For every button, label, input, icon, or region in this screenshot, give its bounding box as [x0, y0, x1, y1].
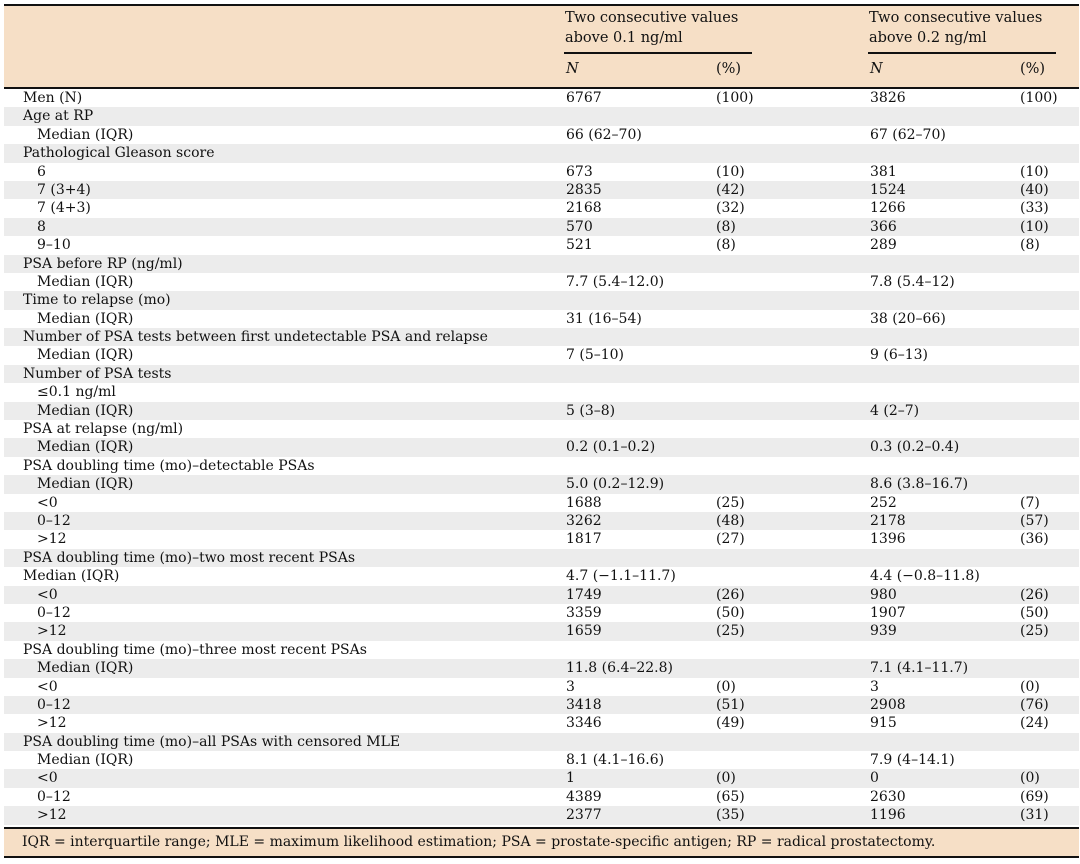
cell-n-0-1: 4389 [566, 788, 602, 805]
cell-pct-0-1: (8) [716, 218, 736, 235]
table-row [4, 402, 1079, 420]
row-label: Median (IQR) [37, 439, 134, 456]
cell-pct-0-2: (57) [1020, 512, 1049, 529]
cell-pct-0-2: (31) [1020, 807, 1049, 824]
cell-n-0-2: 2630 [870, 788, 906, 805]
table-row [4, 622, 1079, 640]
cell-pct-0-2: (8) [1020, 237, 1040, 254]
row-label: 6 [37, 163, 46, 180]
table-row [4, 310, 1079, 328]
table-row [4, 586, 1079, 604]
row-label: Median (IQR) [37, 660, 134, 677]
cell-n-0-1: 1 [566, 770, 575, 787]
table-body [4, 89, 1079, 825]
cell-pct-0-2: (24) [1020, 715, 1049, 732]
cell-n-0-2: 381 [870, 163, 897, 180]
cell-n-0-2: 67 (62–70) [870, 126, 946, 143]
cell-n-0-2: 1266 [870, 200, 906, 217]
table-row [4, 236, 1079, 254]
row-label: 0–12 [37, 512, 71, 529]
row-label: <0 [37, 494, 58, 511]
cell-pct-0-1: (25) [716, 623, 745, 640]
cell-n-0-1: 521 [566, 237, 593, 254]
cell-n-0-2: 252 [870, 494, 897, 511]
table-row [4, 530, 1079, 548]
cell-n-0-1: 66 (62–70) [566, 126, 642, 143]
table-row [4, 163, 1079, 181]
table-row [4, 107, 1079, 125]
table-row [4, 714, 1079, 732]
cell-n-0-1: 3418 [566, 696, 602, 713]
table-row [4, 659, 1079, 677]
row-label: PSA doubling time (mo)–all PSAs with censored MLE [23, 733, 401, 750]
table-row [4, 420, 1079, 438]
cell-pct-0-2: (25) [1020, 623, 1049, 640]
cell-n-0-1: 11.8 (6.4–22.8) [566, 660, 673, 677]
cell-n-0-1: 3262 [566, 512, 602, 529]
cell-n-0-2: 8.6 (3.8–16.7) [870, 476, 969, 493]
cell-n-0-1: 1817 [566, 531, 602, 548]
table-row [4, 769, 1079, 787]
cell-n-0-2: 1396 [870, 531, 906, 548]
cell-n-0-1: 5 (3–8) [566, 402, 616, 419]
table-row [4, 383, 1079, 401]
cell-n-0-2: 366 [870, 218, 897, 235]
cell-n-0-1: 2168 [566, 200, 602, 217]
group-header-0-1-line1: Two consecutive values [565, 10, 739, 26]
cell-n-0-1: 6767 [566, 90, 602, 106]
table-row [4, 365, 1079, 383]
table-row [4, 604, 1079, 622]
table-row [4, 89, 1079, 107]
cell-pct-0-2: (10) [1020, 163, 1049, 180]
cell-pct-0-1: (26) [716, 586, 745, 603]
cell-pct-0-2: (40) [1020, 181, 1049, 198]
footnote-text: IQR = interquartile range; MLE = maximum likelihood estimation; PSA = prostate-specific antigen; RP = radical prostatectomy. [22, 834, 936, 850]
cell-pct-0-1: (10) [716, 163, 745, 180]
cell-pct-0-1: (25) [716, 494, 745, 511]
cell-pct-0-1: (50) [716, 604, 745, 621]
cell-n-0-1: 5.0 (0.2–12.9) [566, 476, 665, 493]
cell-pct-0-2: (26) [1020, 586, 1049, 603]
cell-pct-0-2: (50) [1020, 604, 1049, 621]
row-label: Number of PSA tests [23, 365, 172, 382]
table-row [4, 457, 1079, 475]
cell-n-0-1: 7.7 (5.4–12.0) [566, 273, 665, 290]
cell-n-0-1: 3 [566, 678, 575, 695]
cell-pct-0-2: (100) [1020, 90, 1058, 106]
table-row [4, 475, 1079, 493]
group-underline-2 [868, 52, 1056, 54]
row-label: PSA doubling time (mo)–detectable PSAs [23, 457, 315, 474]
cell-n-0-2: 1524 [870, 181, 906, 198]
table-row [4, 678, 1079, 696]
group-header-0-1-line2: above 0.1 ng/ml [565, 30, 683, 46]
table-row [4, 512, 1079, 530]
cell-n-0-2: 4 (2–7) [870, 402, 920, 419]
table-row [4, 567, 1079, 585]
cell-pct-0-1: (35) [716, 807, 745, 824]
row-label: <0 [37, 586, 58, 603]
group-header-0-2-line2: above 0.2 ng/ml [869, 30, 987, 46]
cell-n-0-1: 7 (5–10) [566, 347, 625, 364]
table-row [4, 218, 1079, 236]
row-label: 0–12 [37, 788, 71, 805]
cell-pct-0-2: (76) [1020, 696, 1049, 713]
row-label: Median (IQR) [37, 476, 134, 493]
cell-pct-0-1: (42) [716, 181, 745, 198]
cell-n-0-2: 38 (20–66) [870, 310, 946, 327]
cell-n-0-2: 939 [870, 623, 897, 640]
cell-pct-0-2: (69) [1020, 788, 1049, 805]
cell-pct-0-1: (65) [716, 788, 745, 805]
table-row [4, 291, 1079, 309]
table-row [4, 641, 1079, 659]
row-label: Men (N) [23, 90, 83, 106]
cell-n-0-1: 570 [566, 218, 593, 235]
cell-pct-0-1: (51) [716, 696, 745, 713]
cell-pct-0-1: (49) [716, 715, 745, 732]
cell-n-0-2: 3 [870, 678, 879, 695]
cell-n-0-2: 7.8 (5.4–12) [870, 273, 955, 290]
table-row [4, 126, 1079, 144]
table-row [4, 696, 1079, 714]
table-row [4, 255, 1079, 273]
table-row [4, 144, 1079, 162]
cell-pct-0-1: (8) [716, 237, 736, 254]
row-label: 0–12 [37, 604, 71, 621]
row-label: Number of PSA tests between first undetectable PSA and relapse [23, 329, 488, 346]
cell-n-0-1: 8.1 (4.1–16.6) [566, 752, 665, 769]
row-label: Median (IQR) [37, 310, 134, 327]
cell-n-0-2: 1907 [870, 604, 906, 621]
row-label: 7 (4+3) [37, 200, 91, 217]
cell-n-0-2: 9 (6–13) [870, 347, 929, 364]
table-row [4, 199, 1079, 217]
table-row [4, 788, 1079, 806]
cell-pct-0-2: (7) [1020, 494, 1040, 511]
row-label: >12 [37, 531, 67, 548]
table-row [4, 494, 1079, 512]
col-header-pct-1: (%) [716, 61, 742, 77]
row-label: Median (IQR) [37, 402, 134, 419]
row-label: PSA doubling time (mo)–two most recent PSAs [23, 549, 356, 566]
group-header-0-2 [869, 8, 1042, 48]
table-row [4, 346, 1079, 364]
row-label: PSA doubling time (mo)–three most recent PSAs [23, 641, 367, 658]
cell-pct-0-1: (0) [716, 770, 736, 787]
cell-pct-0-1: (27) [716, 531, 745, 548]
cell-n-0-2: 7.9 (4–14.1) [870, 752, 955, 769]
row-label: Median (IQR) [23, 568, 120, 585]
cell-pct-0-1: (32) [716, 200, 745, 217]
row-label: Time to relapse (mo) [23, 292, 171, 309]
col-header-n-2: N [870, 61, 883, 77]
cell-n-0-2: 980 [870, 586, 897, 603]
row-label: 8 [37, 218, 46, 235]
cell-n-0-2: 4.4 (−0.8–11.8) [870, 568, 980, 585]
cell-n-0-2: 2178 [870, 512, 906, 529]
row-label: Median (IQR) [37, 126, 134, 143]
group-underline-1 [564, 52, 752, 54]
row-label: 0–12 [37, 696, 71, 713]
cell-n-0-2: 3826 [870, 90, 906, 106]
cell-n-0-1: 31 (16–54) [566, 310, 642, 327]
cell-n-0-2: 0 [870, 770, 879, 787]
table-row [4, 733, 1079, 751]
row-label: Median (IQR) [37, 752, 134, 769]
cell-n-0-1: 1688 [566, 494, 602, 511]
cell-n-0-1: 1659 [566, 623, 602, 640]
cell-n-0-1: 3359 [566, 604, 602, 621]
cell-pct-0-2: (0) [1020, 770, 1040, 787]
row-label: >12 [37, 715, 67, 732]
cell-n-0-1: 4.7 (−1.1–11.7) [566, 568, 676, 585]
table-row [4, 273, 1079, 291]
row-label: Age at RP [23, 108, 94, 125]
cell-n-0-2: 289 [870, 237, 897, 254]
row-label: Median (IQR) [37, 273, 134, 290]
table-row [4, 751, 1079, 769]
col-header-pct-2: (%) [1020, 61, 1046, 77]
cell-n-0-1: 1749 [566, 586, 602, 603]
table-row [4, 549, 1079, 567]
table-footnote [4, 827, 1079, 858]
row-label: <0 [37, 678, 58, 695]
cell-pct-0-2: (10) [1020, 218, 1049, 235]
cell-n-0-1: 0.2 (0.1–0.2) [566, 439, 656, 456]
cell-pct-0-2: (0) [1020, 678, 1040, 695]
table-row [4, 181, 1079, 199]
cell-pct-0-2: (36) [1020, 531, 1049, 548]
row-label: <0 [37, 770, 58, 787]
table-row [4, 438, 1079, 456]
row-label: PSA at relapse (ng/ml) [23, 421, 184, 438]
table-row [4, 328, 1079, 346]
group-header-0-2-line1: Two consecutive values [869, 10, 1043, 26]
cell-n-0-1: 2835 [566, 181, 602, 198]
cell-pct-0-1: (0) [716, 678, 736, 695]
row-label: 9–10 [37, 237, 71, 254]
group-header-0-1 [565, 8, 738, 48]
cell-n-0-1: 673 [566, 163, 593, 180]
row-label: >12 [37, 807, 67, 824]
cell-pct-0-2: (33) [1020, 200, 1049, 217]
cell-n-0-2: 0.3 (0.2–0.4) [870, 439, 960, 456]
cell-n-0-2: 915 [870, 715, 897, 732]
cell-n-0-2: 7.1 (4.1–11.7) [870, 660, 969, 677]
table-row [4, 806, 1079, 824]
cell-pct-0-1: (100) [716, 90, 754, 106]
row-label: ≤0.1 ng/ml [37, 384, 116, 401]
col-header-n-1: N [566, 61, 579, 77]
cell-n-0-2: 1196 [870, 807, 906, 824]
row-label: PSA before RP (ng/ml) [23, 255, 183, 272]
cell-n-0-2: 2908 [870, 696, 906, 713]
row-label: >12 [37, 623, 67, 640]
cell-n-0-1: 3346 [566, 715, 602, 732]
cell-pct-0-1: (48) [716, 512, 745, 529]
row-label: 7 (3+4) [37, 181, 91, 198]
row-label: Median (IQR) [37, 347, 134, 364]
cell-n-0-1: 2377 [566, 807, 602, 824]
row-label: Pathological Gleason score [23, 145, 215, 162]
